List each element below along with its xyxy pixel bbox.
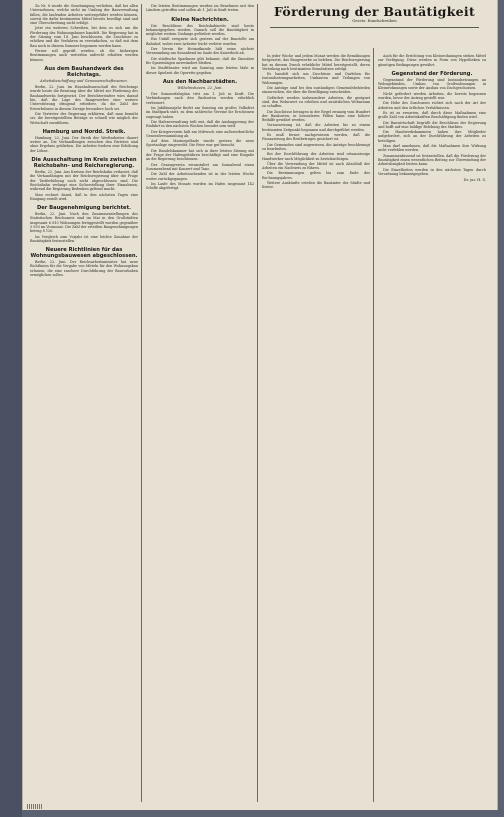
column-2: Die letzten Bestimmungen wurden im Benehmen mit den Ländern getroffen und sollen ab 1. Juli in Kraft treten. Kleine Nachrichten. Die Beschlüsse des Reichskabinetts sind heute bekanntgegeben worden. Danach soll die Bautätigkeit in möglichst weitem Umfange gefördert werden. Ein Unfall ereignete sich gestern auf der Baustelle am Bahnhof, wobei zwei Arbeiter leicht verletzt wurden. Der Verein für Heimatkunde hält seine nächste Versammlung am Sonnabend im Saale des Kaiserhofs ab. Die städtische Sparkasse gibt bekannt, daß die Zinssätze für Spareinlagen unverändert bleiben. Im Stadttheater wird am Sonntag zum letzten Male in dieser Spielzeit die Operette gegeben. Aus den Nachbarstädten. Wilhelmshaven, 22. Juni. Der Sommerfahrplan tritt am 1. Juli in Kraft. Die Verbindungen nach den Badeorten werden erheblich verbessert. Im Jubiläumsjahr findet am Sonntag ein großes Volksfest im Stadtpark statt, zu dem zahlreiche Vereine ihr Erscheinen zugesagt haben. Die Hafenverwaltung teilt mit, daß die Ausbaggerung der Einfahrt in den nächsten Wochen beendet sein wird. Der Kriegerverein hält am Mittwoch eine außerordentliche Generalversammlung ab. Auf dem Marinegelände wurde gestern die neue Sportanlage eingeweiht. Die Feier war gut besucht. Die Handelskammer hat sich in ihrer letzten Sitzung mit der Frage der Hafengebühren beschäftigt und eine Eingabe an die Regierung beschlossen. Der Gesangverein veranstaltet am Sonnabend einen Sommerabend mit Konzert und Tanz. Die Zahl der Arbeitsuchenden ist in der letzten Woche weiter zurückgegangen. Im Laufe des Monats wurden im Hafen insgesamt 142 Schiffe abgefertigt. (146, 4, 254, 191)
subheadline: Arbeitsbeschaffung und Genossenschaftswesen. (40, 78, 128, 83)
headline-bauhandwerk: Aus dem Bauhandwerk des Reichstags. (44, 65, 124, 78)
headline-gegenstand: Gegenstand der Förderung. (391, 70, 473, 77)
archive-footer (27, 803, 147, 809)
headline-stadt: Aus den Nachbarstädten. (162, 78, 238, 85)
scan-left-strip (0, 0, 22, 817)
newspaper-page (22, 0, 498, 810)
headline-nachrichten: Kleine Nachrichten. (171, 16, 229, 23)
column-rule (257, 4, 258, 802)
headline-hamburg: Hamburg und Nordd. Streik. (42, 128, 126, 135)
dateline: Wilhelmshaven, 22. Juni. (177, 85, 223, 90)
divider (270, 27, 479, 28)
headline-ausschaltung: Die Ausschaltung im Kreis zwischen Reichsbahn- und Reichsregierung. (31, 157, 137, 170)
article-column-left: In jeder Woche und jedem Monat werden die Bemühungen fortgesetzt, das Baugewerbe zu beleben. Die Reichsregierung hat zu diesem Zweck erhebliche Mittel bereitgestellt, deren Verteilung nach bestimmten Grundsätzen erfolgt. Es handelt sich um Zuschüsse und Darlehen für Instandsetzungsarbeiten, Umbauten und Teilungen von Wohnungen. Die Anträge sind bei den zuständigen Gemeindebehörden einzureichen, die über die Bewilligung entscheiden. Gefördert werden insbesondere Arbeiten, die geeignet sind, den Wohnwert zu erhöhen und zusätzlichen Wohnraum zu schaffen. Die Zuschüsse betragen in der Regel zwanzig vom Hundert der Baukosten; in besonderen Fällen kann eine höhere Beihilfe gewährt werden. Voraussetzung ist, daß die Arbeiten bis zu einem bestimmten Zeitpunkt begonnen und durchgeführt werden. Es muß ferner nachgewiesen werden, daß die Finanzierung des Restbetrages gesichert ist. Die Gemeinden sind angewiesen, die Anträge beschleunigt zu bearbeiten. Bei der Durchführung der Arbeiten sind ortsansässige Handwerker nach Möglichkeit zu berücksichtigen. Über die Verwendung der Mittel ist nach Abschluß der Arbeiten ein Nachweis zu führen. Die Bestimmungen gelten bis zum Ende des Rechnungsjahres. Weitere Auskünfte erteilen die Bauämter der Städte und Kreise. (262, 54, 370, 190)
headline-bauwesen: Neuere Richtlinien für das Wohnungsbauwesen abgeschlossen. (30, 247, 138, 260)
column-rule (141, 4, 142, 802)
column-1: Zu Nr. 8 wurde die Genehmigung verliehen, daß bei allen Unternehmen, welche nicht im Umfang der Bauverwaltung fallen, die laufenden Arbeiten weitergeführt werden können, soweit die dafür bestimmten Mittel bereits bewilligt sind und eine Überschreitung nicht erfolgt. Jetzt ein weiteres Schreiben, bei dem es sich um die Förderung des Wohnungsbaues handelt. Die Regierung hat in der Sitzung vom 18. Juni beschlossen, die Zuschüsse zu erhöhen und die Verfahren zu vereinfachen, so daß mit dem Bau noch in diesem Sommer begonnen werden kann. Ferner soll geprüft werden, ob die bisherigen Bestimmungen auch weiterhin aufrecht erhalten werden können. Aus dem Bauhandwerk des Reichstags. Arbeitsbeschaffung und Genossenschaftswesen. Berlin, 22. Juni. Im Haushaltsausschuß des Reichstags wurde heute die Beratung über die Mittel zur Förderung des Bauhandwerks fortgesetzt. Der Berichterstatter wies darauf hin, daß die Lage des Baugewerbes eine weitere Unterstützung dringend erfordere, da die Zahl der Erwerbslosen in diesem Zweige besonders hoch sei. Die Vertreter der Regierung erklärten, daß man bemüht sei, die bereitgestellten Beträge so schnell wie möglich der Wirtschaft zuzuführen. Hamburg und Nordd. Streik. Hamburg, 22. Juni. Der Streik der Werftarbeiter dauert weiter an. Die Verhandlungen zwischen den Parteien sind ohne Ergebnis geblieben. Die Arbeiter fordern eine Erhöhung der Löhne. Die Ausschaltung im Kreis zwischen Reichsbahn- und Reichsregierung. Berlin, 22. Juni. Aus Kreisen der Reichsbahn verlautet, daß die Verhandlungen mit der Reichsregierung über die Frage der Tariferhöhung noch nicht abgeschlossen sind. Die Reichsbahn verlangt eine Sicherstellung ihrer Einnahmen, während die Regierung Bedenken geltend macht. Man rechnet damit, daß in den nächsten Tagen eine Einigung erzielt wird. Der Baugenehmigung berichtet. Berlin, 22. Juni. Nach den Zusammenstellungen des Statistischen Reichsamts sind im Mai in den Großstädten insgesamt 6 810 Wohnungen fertiggestellt worden gegenüber 5 930 im Vormonat. Die Zahl der erteilten Baugenehmigungen betrug 8 120. Im Vergleich zum Vorjahr ist eine leichte Zunahme der Bautätigkeit festzustellen. Neuere Richtlinien für das Wohnungsbauwesen abgeschlossen. Berlin, 22. Juni. Der Reichsarbeitsminister hat neue Richtlinien für die Vergabe von Mitteln für den Wohnungsbau erlassen, die eine raschere Durchführung der Bauvorhaben ermöglichen sollen. (30, 4, 138, 278)
column-3 (262, 4, 487, 804)
author-signature: Dr. jur. H. S. (463, 178, 486, 183)
main-headline: Förderung der Bautätigkeit (273, 4, 476, 19)
archive-logo-icon (27, 804, 43, 809)
headline-statistik: Der Baugenehmigung berichtet. (36, 205, 132, 212)
main-subheadline: Gesetz. Rundschreiben (352, 18, 397, 23)
article-column-right: Auch für die Errichtung von Kleinwohnungen stehen Mittel zur Verfügung. Diese werden in Form von Hypotheken zu günstigen Bedingungen gewährt. Gegenstand der Förderung. Gegenstand der Förderung sind Instandsetzungen an Wohngebäuden, Umbau von Großwohnungen in Kleinwohnungen sowie der Ausbau von Dachgeschossen. Nicht gefördert werden Arbeiten, die bereits begonnen wurden, bevor der Antrag gestellt war. Die Höhe des Zuschusses richtet sich nach der Art der Arbeiten und den örtlichen Verhältnissen. Es ist zu erwarten, daß durch diese Maßnahmen eine große Zahl von Arbeitskräften Beschäftigung finden wird. Die Bauwirtschaft begrüßt die Beschlüsse der Regierung und hofft auf eine baldige Belebung des Marktes. Die Handwerkskammern haben ihre Mitglieder aufgefordert, sich an der Durchführung der Arbeiten zu beteiligen. Man darf annehmen, daß die Maßnahmen ihre Wirkung nicht verfehlen werden. Zusammenfassend ist festzustellen, daß die Förderung der Bautätigkeit einen wesentlichen Beitrag zur Überwindung der Arbeitslosigkeit leisten kann. Die Einzelheiten werden in den nächsten Tagen durch Verordnung bekanntgegeben. Dr. jur. H. S. (378, 54, 486, 183)
